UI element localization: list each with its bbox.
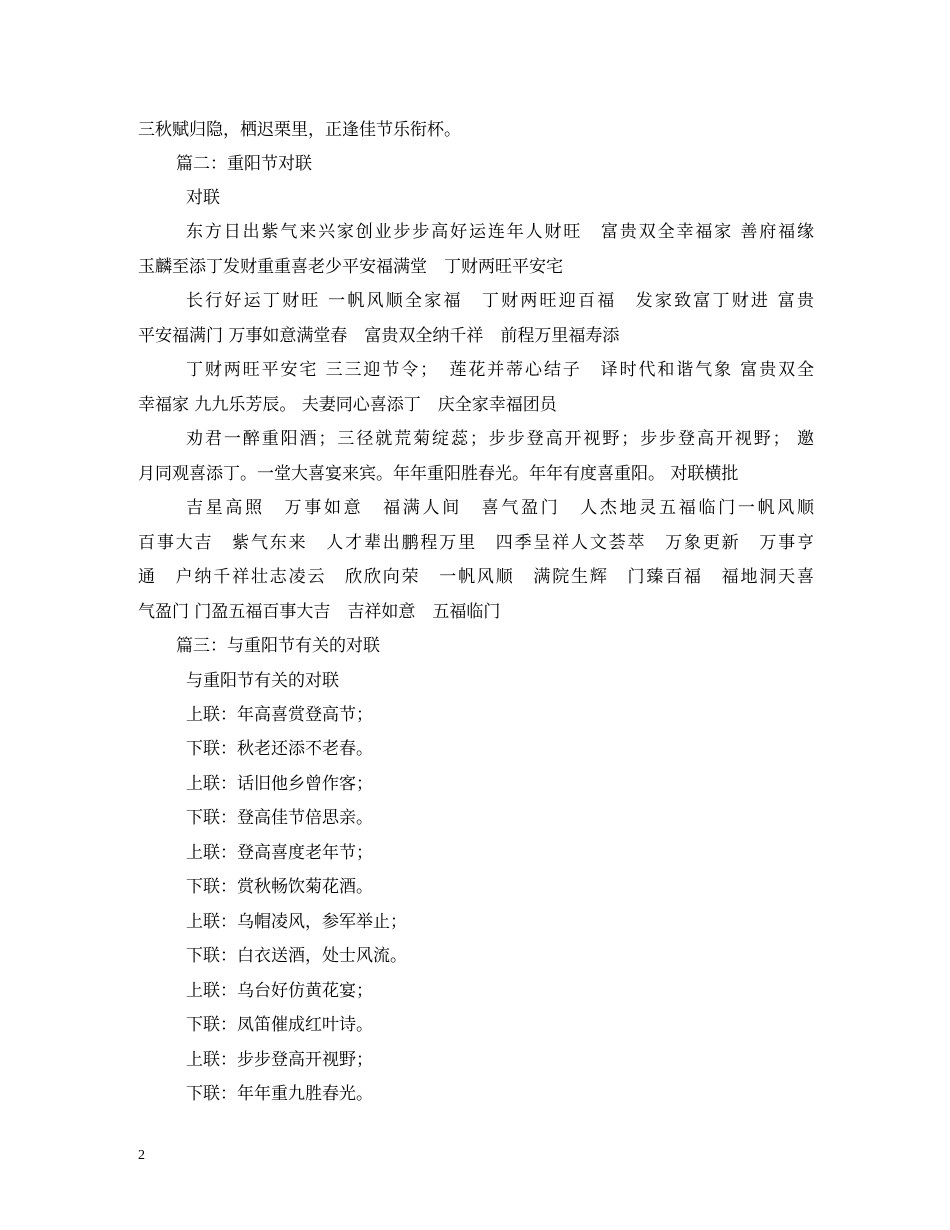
text-line: 通 户纳千祥壮志凌云 欣欣向荣 一帆风顺 满院生辉 门臻百福 福地洞天喜 bbox=[138, 567, 814, 587]
text-line: 气盈门 门盈五福百事大吉 吉祥如意 五福临门 bbox=[138, 602, 501, 622]
couplet-line: 下联：登高佳节倍思亲。 bbox=[186, 808, 373, 828]
text-line: 平安福满门 万事如意满堂春 富贵双全纳千祥 前程万里福寿添 bbox=[138, 326, 620, 346]
subheading: 与重阳节有关的对联 bbox=[186, 671, 339, 691]
couplet-line: 上联：步步登高开视野； bbox=[186, 1050, 373, 1070]
text-line: 三秋赋归隐，栖迟栗里，正逢佳节乐衔杯。 bbox=[138, 120, 461, 140]
text-line: 百事大吉 紫气东来 人才辈出鹏程万里 四季呈祥人文荟萃 万象更新 万事亨 bbox=[138, 533, 814, 553]
text-line: 玉麟至添丁发财重重喜老少平安福满堂 丁财两旺平安宅 bbox=[138, 257, 563, 277]
couplet-line: 上联：乌台好仿黄花宴； bbox=[186, 981, 373, 1001]
couplet-line: 下联：赏秋畅饮菊花酒。 bbox=[186, 877, 373, 897]
subheading: 对联 bbox=[186, 188, 220, 208]
section-heading: 篇二：重阳节对联 bbox=[176, 154, 312, 174]
page-number: 2 bbox=[138, 1148, 145, 1163]
text-line: 劝君一醉重阳酒；三径就荒菊绽蕊；步步登高开视野；步步登高开视野； 邀 bbox=[186, 429, 814, 449]
text-line: 长行好运丁财旺 一帆风顺全家福 丁财两旺迎百福 发家致富丁财进 富贵 bbox=[186, 291, 814, 311]
couplet-line: 下联：白衣送酒，处士风流。 bbox=[186, 946, 407, 966]
text-line: 幸福家 九九乐芳辰。 夫妻同心喜添丁 庆全家幸福团员 bbox=[138, 395, 557, 415]
couplet-line: 下联：秋老还添不老春。 bbox=[186, 739, 373, 759]
couplet-line: 下联：凤笛催成红叶诗。 bbox=[186, 1015, 373, 1035]
couplet-line: 上联：话旧他乡曾作客； bbox=[186, 774, 373, 794]
text-line: 吉星高照 万事如意 福满人间 喜气盈门 人杰地灵五福临门一帆风顺 bbox=[186, 498, 814, 518]
text-line: 丁财两旺平安宅 三三迎节令； 莲花并蒂心结子 译时代和谐气象 富贵双全 bbox=[186, 360, 814, 380]
text-line: 东方日出紫气来兴家创业步步高好运连年人财旺 富贵双全幸福家 善府福缘 bbox=[186, 222, 814, 242]
couplet-line: 下联：年年重九胜春光。 bbox=[186, 1084, 373, 1104]
section-heading: 篇三：与重阳节有关的对联 bbox=[176, 636, 380, 656]
text-line: 月同观喜添丁。一堂大喜宴来宾。年年重阳胜春光。年年有度喜重阳。 对联横批 bbox=[138, 464, 739, 484]
couplet-line: 上联：乌帽凌风，参军举止； bbox=[186, 912, 407, 932]
couplet-line: 上联：年高喜赏登高节； bbox=[186, 705, 373, 725]
couplet-line: 上联：登高喜度老年节； bbox=[186, 843, 373, 863]
